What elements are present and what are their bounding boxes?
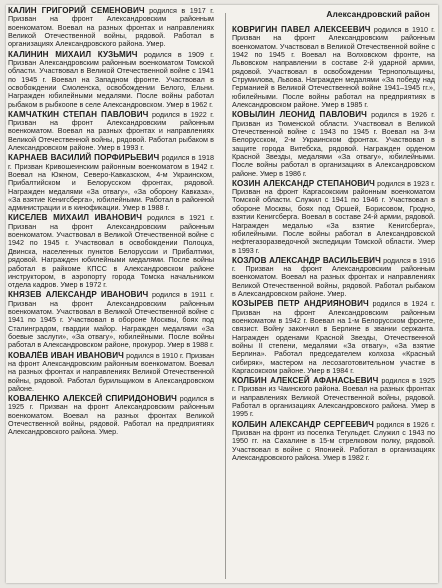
entry-name: КОЗЛОВ АЛЕКСАНДР ВАСИЛЬЕВИЧ [232, 255, 381, 265]
entry-text: родился в 1910 г. Призван на фронт Александровским районным военкоматом. Участвовал в Великой Отечественной войне с 1942 по 1945 г. Воевал на Волховском фронте, на Львовском направлении в составе 2-й ударной армии, рядовой. Участвовал в освобождении Тернопольщины, Струмилова, Львова. Награжден медалями «За победу над Германией в Великой Отечественной войне 1941–1945 гг.», юбилейными. После войны работал на предприятиях в Александровском районе. Умер в 1985 г. [232, 25, 435, 110]
entry-text: родился в 1921 г. Призван на фронт Александровским районным военкоматом. Участвовал в Великой Отечественной войне с 1942 по 1945 г. Участвовал в освобождении Полоцка, Двинска, населенных пунктов Белоруссии и Прибалтики, рядовой. Награжден юбилейными медалями. После войны работал в райкоме КПСС в Александровском районе инструктором, в аэропорту города Томска начальником отдела кадров. Умер в 1972 г. [8, 213, 214, 290]
biography-entry [8, 111, 214, 153]
entry-name: КИСЕЛЕВ МИХАИЛ ИВАНОВИЧ [8, 213, 142, 223]
entry-text: родился в 1925 г. Призван из Чаинского района. Воевал на разных фронтах и направлениях Великой Отечественной войны, рядовой. Работал в организациях Александровского района. Умер в 1995 г. [232, 376, 435, 419]
biography-entry [232, 257, 435, 299]
entry-text: родился в 1925 г. Призван на фронт Александровским районным военкоматом. Воевал на разных фронтах Великой Отечественной войны, рядовой. Работал на предприятиях Александровского района. Умер. [8, 394, 214, 437]
entry-name: КАЛИНИН МИХАИЛ КУЗЬМИЧ [8, 49, 138, 59]
biography-entry [232, 377, 435, 419]
entry-name: КОВАЛЁВ ИВАН ИВАНОВИЧ [8, 350, 124, 360]
biography-entry [232, 421, 435, 463]
left-column [8, 7, 214, 439]
column-divider [225, 13, 226, 579]
entry-text: родился в 1910 г. Призван на фронт Александровским районным военкоматом. Воевал на разных фронтах и направлениях Великой Отечественной войны, рядовой. Работал бурильщиком в Александровском районе. [8, 350, 215, 393]
page-header: Александровский район [326, 9, 430, 19]
entry-text: родился в 1926 г. Призван из Тюменской области. Участвовал в Великой Отечественной войне с 1943 по 1945 г. Воевал на 3-м Белорусском, 2-м Украинском фронтах. Участвовал в защите города Витебска, рядовой. Награжден орденом Красной Звезды, медалями «За отвагу», юбилейными. После войны работал в организациях в Александровском районе. Умер в 1986 г. [232, 110, 435, 178]
entry-name: КОВРИГИН ПАВЕЛ АЛЕКСЕЕВИЧ [232, 25, 371, 34]
entry-name: КОВЫЛИН ЛЕОНИД ПАВЛОВИЧ [232, 110, 367, 120]
entry-text: родился в 1923 г. Призван на фронт Каргасокским районным военкоматом Томской области. Служил с 1941 по 1946 г. Участвовал в обороне Москвы, боях под Оршей, Борисовом, Гродно, взятии Кенигсберга. Воевал в составе 24-й армии, рядовой. Награжден медалью «За взятие Кенигсберга», юбилейными. После войны работал в Александровской нефтегазоразведочной экспедиции Томской области. Умер в 1993 г. [232, 178, 435, 255]
entry-text: родился в 1924 г. Призван на фронт Александровским районным военкоматом в 1942 г. Воевал на 1-м Белорусском фронте, связист. Войну закончил в Берлине в звании сержанта. Награжден орденами Красной Звезды, Отечественной войны II степени, медалями «За отвагу», «За взятие Берлина». Работал председателем колхоза «Красный сибиряк», мастером на лесозаготовительном участке в Каргасокском районе. Умер в 1984 г. [232, 299, 435, 375]
biography-entry [8, 7, 214, 49]
entry-text: родился в 1922 г. Призван на фронт Александровским районным военкоматом. Воевал на разных фронтах и направлениях Великой Отечественной войны, рядовой. Работал рыбаком в Александровском районе. Умер в 1993 г. [8, 109, 214, 153]
biography-entry [8, 291, 214, 349]
entry-name: КОЗЫРЕВ ПЕТР АНДРИЯНОВИЧ [232, 299, 369, 309]
document-page [6, 5, 438, 583]
entry-text: родился в 1926 г. Призван на фронт из поселка Тегульдет. Служил с 1943 по 1950 гг. на Сахалине в 15-м стрелковом полку, рядовой. Участвовал в войне с Японией. Работал в организациях Александровского района. Умер в 1982 г. [232, 419, 435, 462]
biography-entry [8, 395, 214, 437]
entry-name: КАЛИН ГРИГОРИЙ СЕМЕНОВИЧ [8, 6, 145, 15]
biography-entry [232, 111, 435, 178]
biography-entry [232, 300, 435, 375]
entry-name: КОЛБИН АЛЕКСЕЙ АФАНАСЬЕВИЧ [232, 376, 379, 386]
entry-name: КОЛБИН АЛЕКСАНДР СЕРГЕЕВИЧ [232, 419, 374, 429]
biography-entry [232, 26, 435, 109]
biography-entry [8, 51, 214, 109]
biography-entry [8, 154, 214, 212]
entry-text: родился в 1918 г. Призван Кривошеинским районным военкоматом в 1942 г. Воевал на Южном, Северо-Кавказском, 4-м Украинском, Прибалтийском и Белорусском фронтах, рядовой. Награжден медалями «За отвагу», «За оборону Кавказа», «За взятие Кенигсберга», юбилейными. Работал в районной администрации и в кинофикации. Умер в 1988 г. [8, 153, 214, 213]
biography-entry [232, 180, 435, 255]
right-column [232, 26, 435, 464]
entry-name: КОЗИН АЛЕКСАНДР СТЕПАНОВИЧ [232, 178, 375, 188]
entry-name: КАМЧАТКИН СТЕПАН ПАВЛОВИЧ [8, 109, 149, 119]
entry-name: КОВАЛЕНКО АЛЕКСЕЙ СПИРИДОНОВИЧ [8, 394, 177, 404]
entry-text: родился в 1917 г. Призван на фронт Александровским районным военкоматом. Воевал на разных фронтах и направлениях Великой Отечественной войны, рядовой. Работал в организациях Александровского района. Умер. [8, 6, 214, 49]
entry-name: КАРНАЕВ ВАСИЛИЙ ПОРФИРЬЕВИЧ [8, 153, 160, 163]
entry-name: КНЯЗЕВ АЛЕКСАНДР ИВАНОВИЧ [8, 290, 149, 300]
entry-text: родился в 1909 г. Призван Александровским районным военкоматом Томской области. Участвовал в Великой Отечественной войне с 1941 по 1945 г. Воевал на Западном фронте. Участвовал в освобождении Смоленска, освобождении Белого, Ельни. Награжден юбилейными медалями. После войны работал рыбаком в рыбкоопе в селе Александровском. Умер в 1962 г. [8, 49, 214, 109]
biography-entry [8, 352, 214, 394]
biography-entry [8, 214, 214, 289]
entry-text: родился в 1916 г. Призван на фронт Александровским районным военкоматом. Воевал на разных фронтах и направлениях Великой Отечественной войны, рядовой. Работал рыбаком в Александровском районе. Умер. [232, 255, 435, 299]
entry-text: родился в 1911 г. Призван на фронт Александровским районным военкоматом. Участвовал в Великой Отечественной войне с 1941 по 1945 г. Участвовал в обороне Москвы, боях под Сталинградом, гвардии майор. Награжден медалями «За боевые заслуги», «За отвагу», юбилейными. После войны работал в Александровском районе, прокурор. Умер в 1988 г. [8, 290, 214, 350]
